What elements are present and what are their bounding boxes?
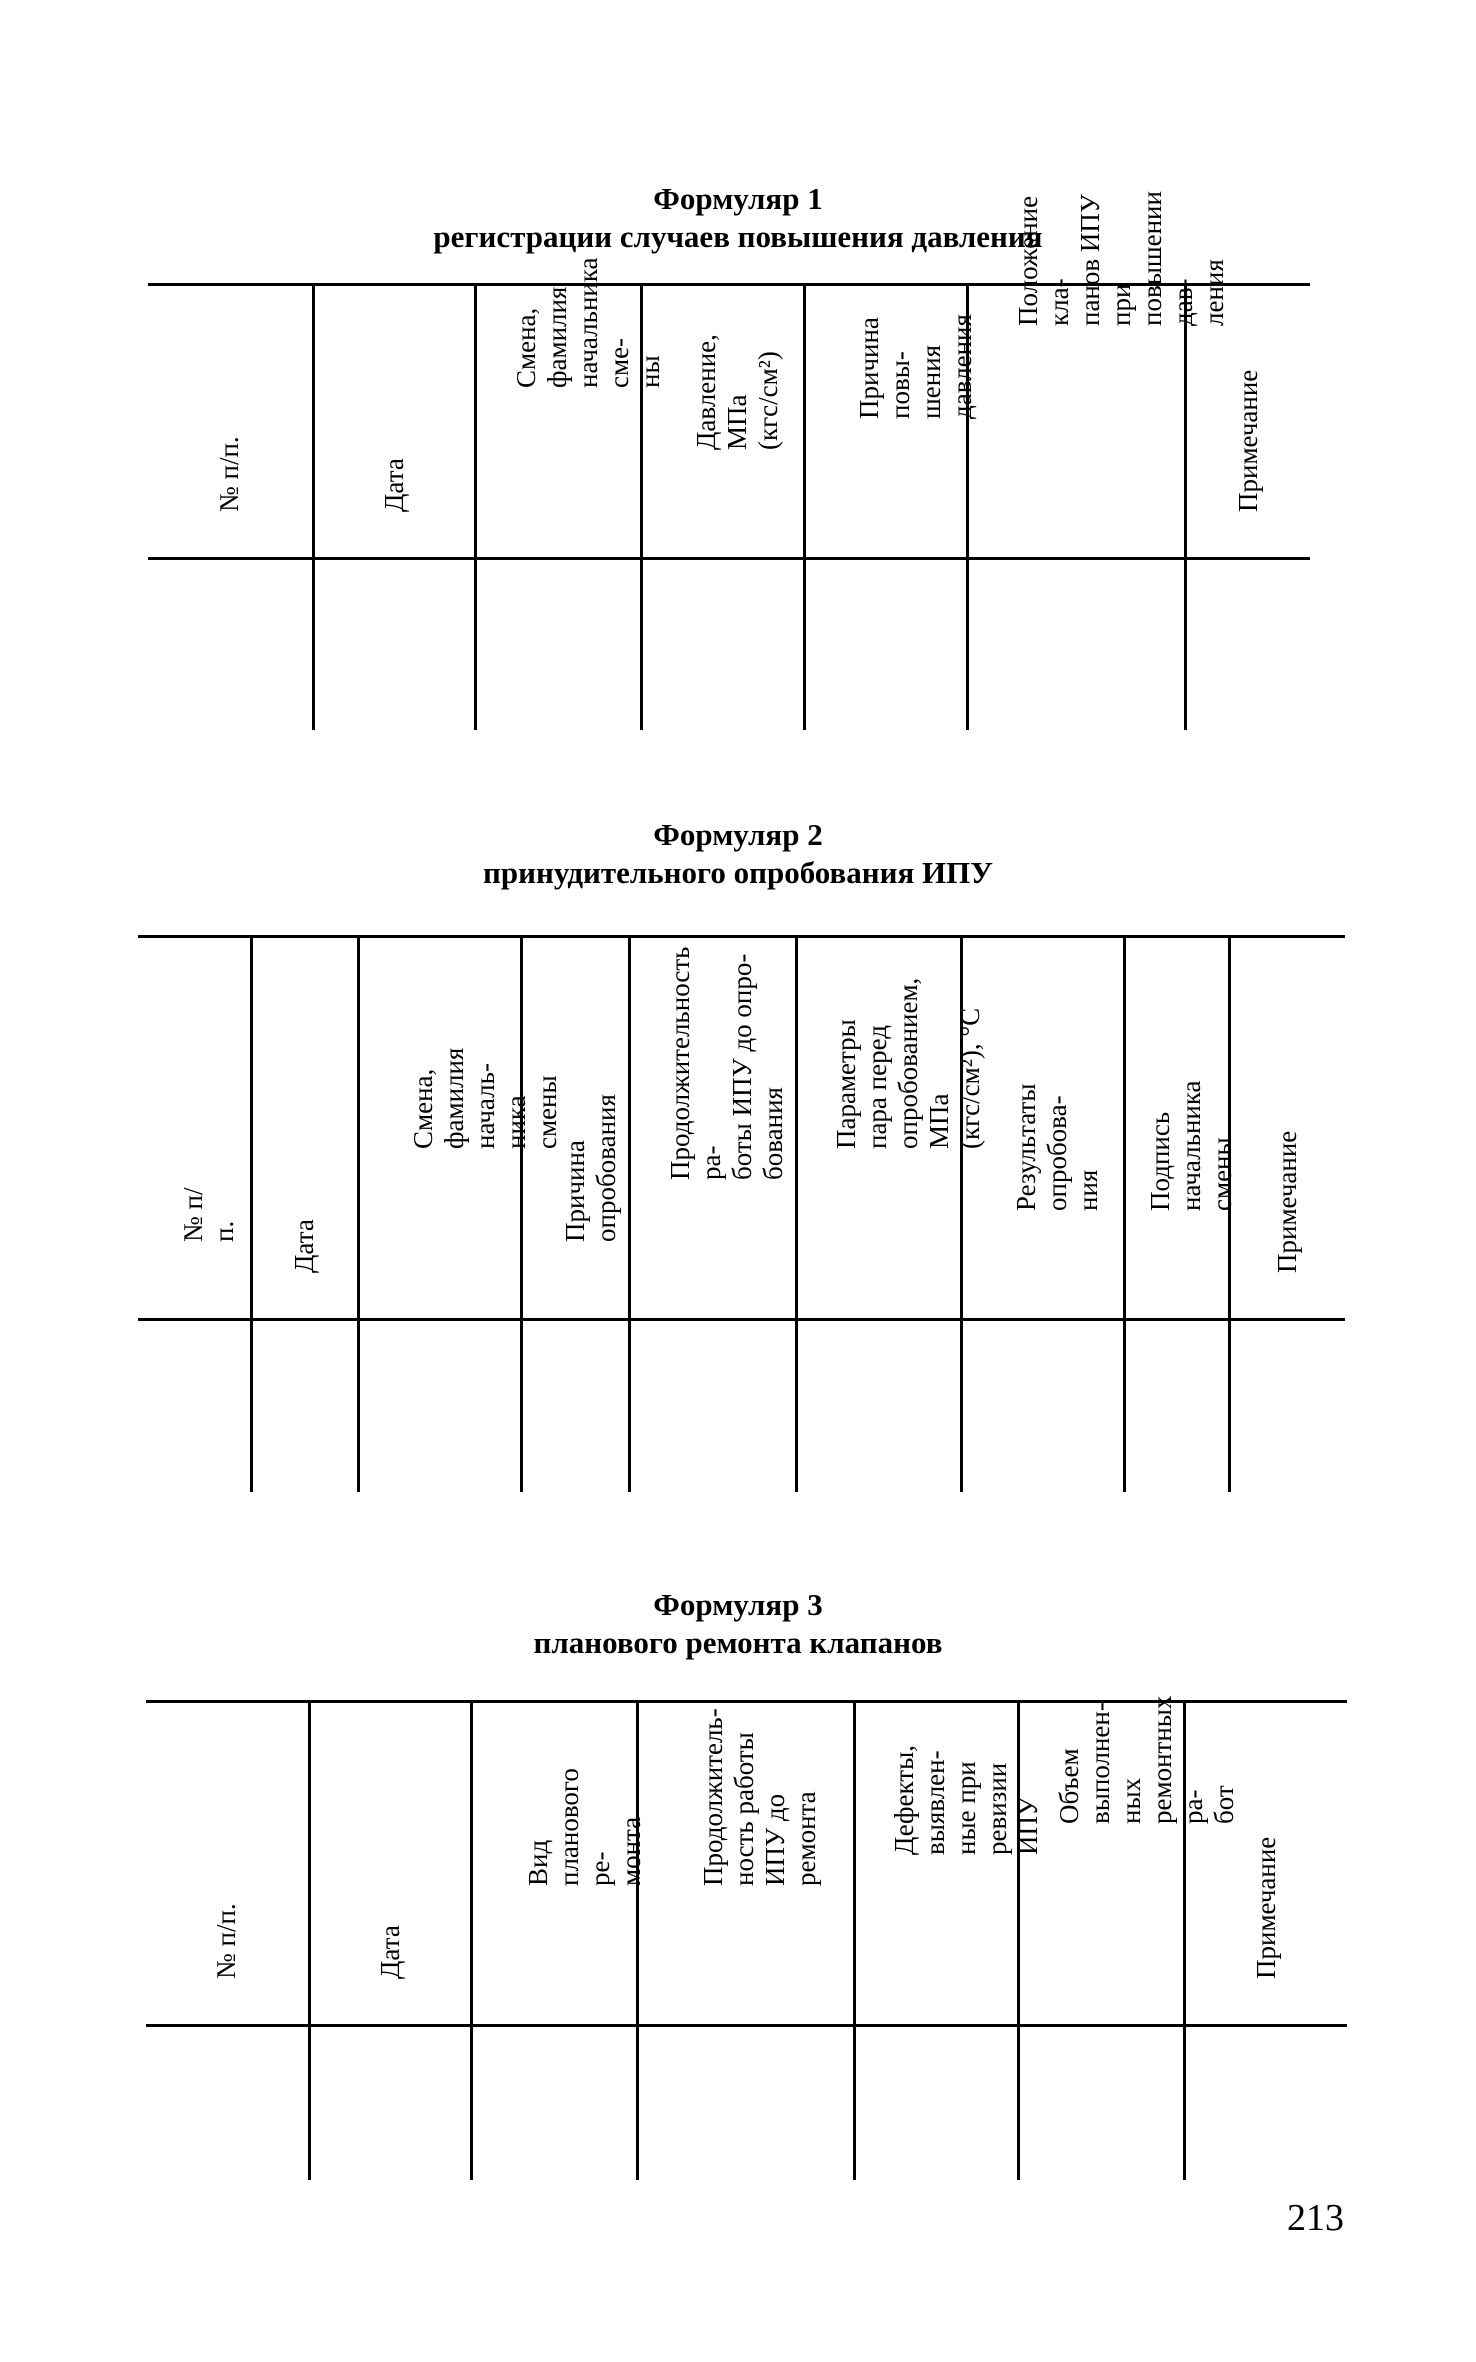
form-1-subtitle: регистрации случаев повышения давления — [433, 219, 1043, 254]
form-1-header-note: Примечание — [1232, 369, 1263, 512]
form-2-header-duration: Продолжительность ра- боты ИПУ до опро- бования — [665, 946, 788, 1180]
form-2-header-signature: Подпись начальника смены — [1145, 1080, 1237, 1211]
form-2-subtitle: принудительного опробования ИПУ — [483, 855, 993, 890]
form-1-header-shift: Смена, фамилия начальника сме- ны — [510, 257, 665, 388]
form-3-title: Формуляр 3 — [653, 1587, 823, 1622]
form-3-header-scope: Объем выполнен- ных ремонтных ра- бот — [1053, 1695, 1239, 1824]
form-3-header-number: № п/п. — [211, 1903, 241, 1979]
form-2-title: Формуляр 2 — [653, 817, 823, 852]
form-3-header-repair-type: Вид планового ре- монта — [522, 1768, 646, 1886]
form-2-header-cause: Причина опробования — [559, 1094, 621, 1242]
form-1-header-number: № п/п. — [214, 436, 244, 512]
form-2-header-steam-params: Параметры пара перед опробованием, МПа (кгс/см²), °С — [831, 977, 985, 1149]
form-3-header-defects: Дефекты, выявлен- ные при ревизии ИПУ — [888, 1745, 1043, 1855]
form-2-header-note: Примечание — [1272, 1130, 1302, 1273]
form-2-header-results: Результаты опробова- ния — [1011, 1083, 1103, 1211]
form-1-header-cause: Причина повы- шения давления — [854, 314, 977, 419]
form-1-header-valve-position: Положение кла- панов ИПУ при повышении дав- ления — [1012, 191, 1229, 326]
form-2-header-number: № п/п. — [178, 1187, 239, 1242]
form-1-title: Формуляр 1 — [653, 181, 823, 216]
form-1-header-date: Дата — [378, 458, 409, 512]
form-2-header-date: Дата — [289, 1219, 319, 1273]
form-3-header-date: Дата — [374, 1925, 405, 1979]
form-2-header-shift: Смена, фамилия началь- ника смены — [408, 1047, 562, 1149]
form-3-header-duration: Продолжитель- ность работы ИПУ до ремонта — [698, 1708, 821, 1886]
form-3-header-note: Примечание — [1250, 1836, 1281, 1979]
page-number: 213 — [1287, 2197, 1344, 2239]
form-3-subtitle: планового ремонта клапанов — [533, 1625, 943, 1660]
form-1-header-pressure: Давление, МПа (кгс/см²) — [691, 334, 783, 450]
